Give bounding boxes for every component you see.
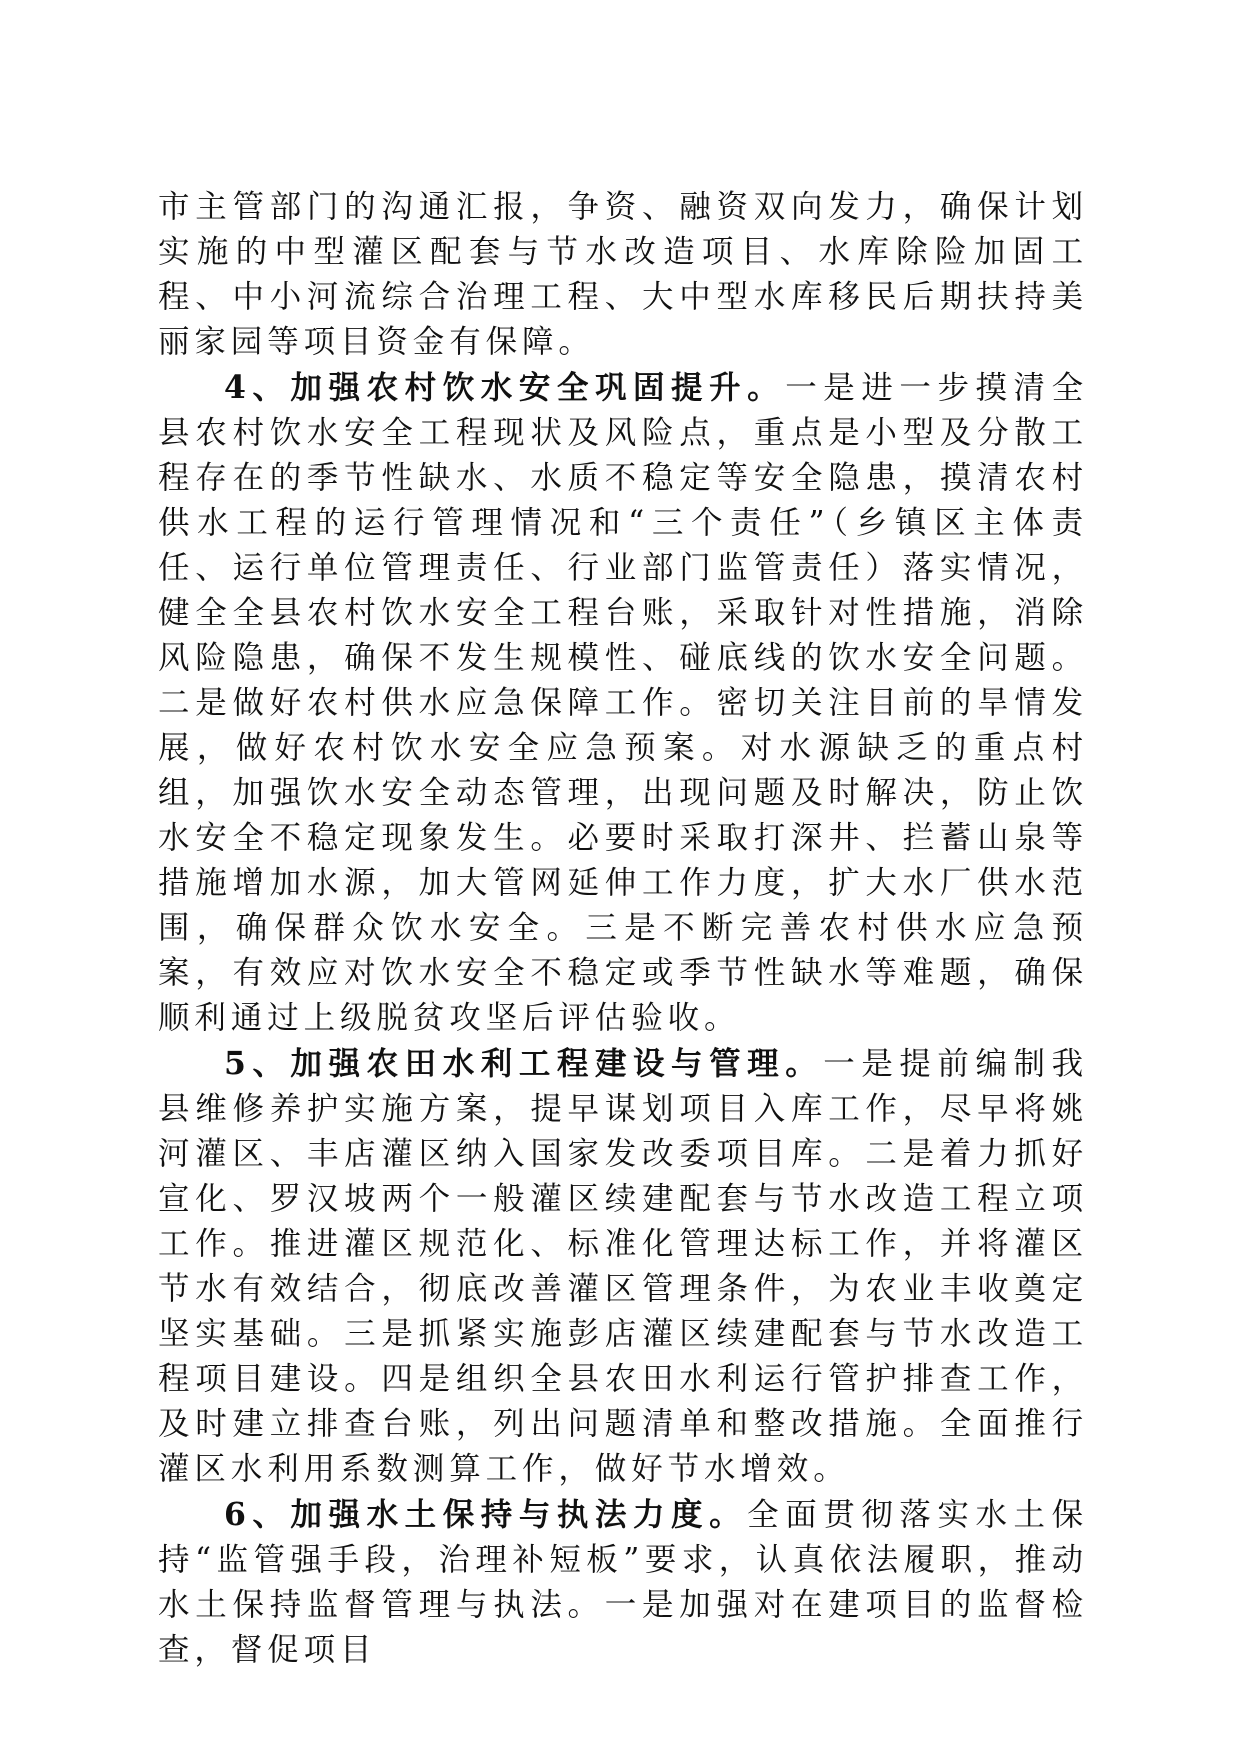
document-page (158, 185, 1088, 1673)
paragraph-funding (158, 185, 1088, 365)
paragraph-farmland-irrigation-body: 一是提前编制我县维修养护实施方案，提早谋划项目入库工作，尽早将姚河灌区、丰店灌区纳入国家发改委项目库。二是着力抓好宣化、罗汉坡两个一般灌区续建配套与节水改造工程立项工作。推进灌区规范化、标准化管理达标工作，并将灌区节水有效结合，彻底改善灌区管理条件，为农业丰收奠定坚实基础。三是抓紧实施彭店灌区续建配套与节水改造工程项目建设。四是组织全县农田水利运行管护排查工作，及时建立排查台账，列出问题清单和整改措施。全面推行灌区水利用系数测算工作，做好节水增效。 (158, 1046, 1088, 1487)
paragraph-rural-water-safety (158, 365, 1088, 1041)
section-heading-6: 6、加强水土保持与执法力度。 (224, 1496, 748, 1533)
paragraph-funding-body: 市主管部门的沟通汇报，争资、融资双向发力，确保计划实施的中型灌区配套与节水改造项目、水库除险加固工程、中小河流综合治理工程、大中型水库移民后期扶持美丽家园等项目资金有保障。 (158, 189, 1088, 360)
section-heading-4: 4、加强农村饮水安全巩固提升。 (224, 369, 786, 406)
section-heading-5: 5、加强农田水利工程建设与管理。 (224, 1045, 824, 1082)
paragraph-soil-conservation-body: 全面贯彻落实水土保持“监管强手段，治理补短板”要求，认真依法履职，推动水土保持监督管理与执法。一是加强对在建项目的监督检查，督促项目 (158, 1497, 1088, 1668)
paragraph-farmland-irrigation (158, 1041, 1088, 1492)
paragraph-soil-conservation (158, 1492, 1088, 1673)
paragraph-rural-water-safety-body: 一是进一步摸清全县农村饮水安全工程现状及风险点，重点是小型及分散工程存在的季节性缺水、水质不稳定等安全隐患，摸清农村供水工程的运行管理情况和“三个责任”（乡镇区主体责任、运行单位管理责任、行业部门监管责任）落实情况，健全全县农村饮水安全工程台账，采取针对性措施，消除风险隐患，确保不发生规模性、碰底线的饮水安全问题。二是做好农村供水应急保障工作。密切关注目前的旱情发展，做好农村饮水安全应急预案。对水源缺乏的重点村组，加强饮水安全动态管理，出现问题及时解决，防止饮水安全不稳定现象发生。必要时采取打深井、拦蓄山泉等措施增加水源，加大管网延伸工作力度，扩大水厂供水范围，确保群众饮水安全。三是不断完善农村供水应急预案，有效应对饮水安全不稳定或季节性缺水等难题，确保顺利通过上级脱贫攻坚后评估验收。 (158, 370, 1089, 1036)
